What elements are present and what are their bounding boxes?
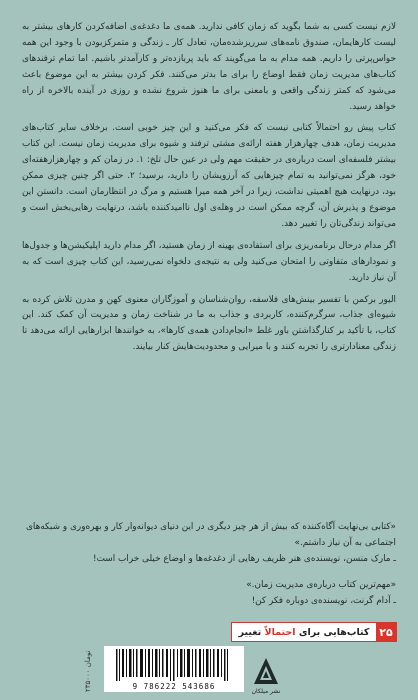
endorsement-quote <box>22 520 396 568</box>
barcode-icon <box>116 649 232 681</box>
blurb-paragraph: کتاب پیش رو احتمالاً کتابی نیست که فکر می‌کنید و این چیز خوبی است. برخلاف سایر کتاب‌های مدیریت زمان، هدف چهارهزار هفته ارائه‌ی مشتی ترفند و شیوه برای مدیریت زمان نیست. این کتاب بیشتر فلسفه‌ای است درباره‌ی در حقیقت مهم ولی در عین حال تلخ: ۱. در زمان کم و چهارهزارهفته‌ای خود، هرگز نمی‌توانید به تمام چیزهایی که آرزویشان را دارید، برسید؛ ۲. حتی اگر چنین چیزی ممکن بود، درنهایت هیچ اهمیتی نداشت، زیرا در آخر همه میرا هستیم و مرگ در انتظارمان است. دانستن این موضوع و پذیرش آن، گرچه ممکن است در وهله‌ی اول ناامیدکننده باشد، درنهایت رهایی‌بخش است و می‌تواند زندگی‌تان را تغییر دهد. <box>22 123 396 229</box>
publisher-name: نشر میلکان <box>251 688 281 695</box>
quote-text: «کتابی بی‌نهایت آگاه‌کننده که بیش از هر چیز دیگری در این دنیای دیوانه‌وار کار و بهره‌وری و شبکه‌های اجتماعی به آن نیاز داشتم.» <box>25 522 396 548</box>
blurb-paragraph: الیور برکمن با تفسیر بینش‌های فلاسفه، روان‌شناسان و آموزگاران معنوی کهن و مدرن تلاش کرده به شیوه‌ای جذاب، سرگرم‌کننده، کاربردی و جذاب به ما در شناخت زمان و مدیریت آن کمک کند. این کتاب، با تأکید بر کنارگذاشتن باور غلط «انجام‌دادن همه‌ی کارها»، به خوانندها ابزارهایی ارائه می‌دهد تا زندگی معنادارتری را تجربه کنند و با میرایی و محدودیت‌هایش کنار بیایند. <box>22 294 396 353</box>
publisher-logo-icon <box>252 656 280 690</box>
barcode-digits: 9 786222 543686 <box>132 682 216 691</box>
quote-text: «مهم‌ترین کتاب درباره‌ی مدیریت زمان.» <box>246 579 396 590</box>
series-badge <box>231 622 397 642</box>
quote-author: ـ مارک منسن، نویسنده‌ی هنر ظریف رهایی از دغدغه‌ها و اوضاع خیلی خراب است! <box>93 553 396 564</box>
series-title-accent: احتمالاً <box>264 626 296 638</box>
price-label: ۲۳۵۰۰۰ تومان <box>84 650 92 692</box>
series-number: ۲۵ <box>376 623 396 641</box>
blurb-text <box>22 20 396 362</box>
endorsements <box>22 520 396 620</box>
quote-author: ـ آدام گرنت، نویسنده‌ی دوباره فکر کن! <box>251 595 396 606</box>
endorsement-quote <box>22 578 396 610</box>
isbn-barcode <box>104 646 244 692</box>
series-title <box>232 627 376 638</box>
series-title-prefix: کتاب‌هایی برای <box>298 626 370 638</box>
blurb-paragraph: اگر مدام درحال برنامه‌ریزی برای استفاده‌ی بهینه از زمان هستید، اگر مدام دارید اپلیکیشن‌ها و جدول‌ها و نمودارهای متفاوتی را امتحان می‌کنید ولی به نتیجه‌ی دلخواه نمی‌رسید، این کتاب چیزی است که به آن نیاز دارید. <box>22 240 396 283</box>
series-title-suffix: تغییر <box>238 626 262 638</box>
blurb-paragraph: لازم نیست کسی به شما بگوید که زمان کافی ندارید. همه‌ی ما دغدغه‌ی اضافه‌کردن کارهای بیشتر به لیست کارهایمان، صندوق نامه‌های سرریزشده‌مان، تعادل کار ـ زندگی و متمرکزبودن با وجود این همه حواس‌پرتی را داریم. همه مدام به ما می‌گویند که باید پربازده‌تر و کارآمدتر باشیم. اما تمام ترفندهای کتاب‌های مدیریت زمان فقط اوضاع را برای ما بدتر می‌کنند. فکر کردن بیشتر به این موضوع باعث می‌شود که کمتر زندگی واقعی و بامعنی برای ما هنوز شروع نشده و روزی در آینده بالاخره از راه خواهد رسید. <box>22 22 396 112</box>
